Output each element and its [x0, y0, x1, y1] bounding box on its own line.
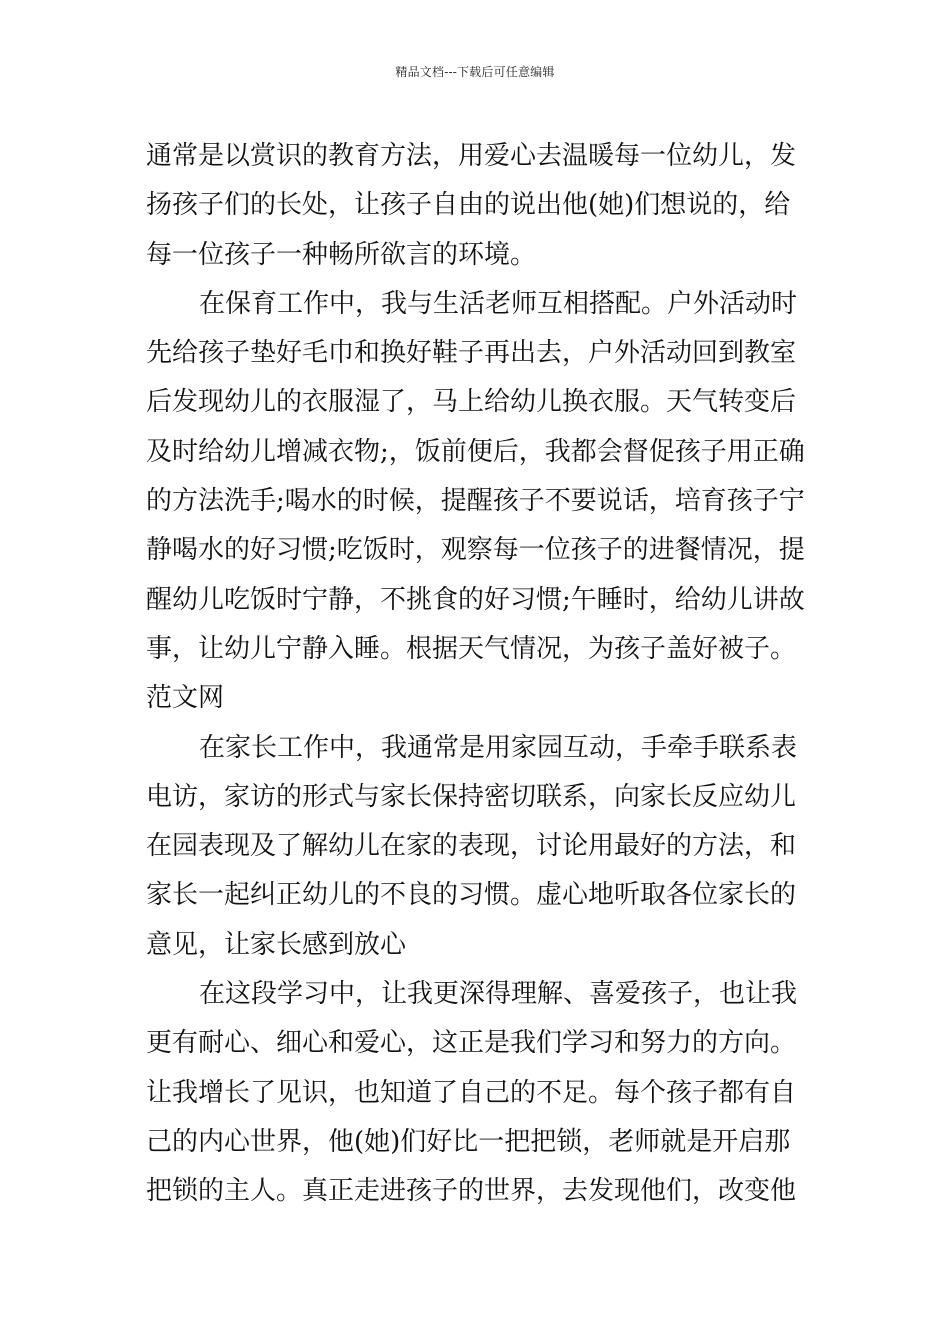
text-line: 家长一起纠正幼儿的不良的习惯。虚心地听取各位家长的 — [146, 880, 797, 911]
text-line: 在园表现及了解幼儿在家的表现，讨论用最好的方法，和 — [146, 831, 797, 862]
text-line: 让我增长了见识，也知道了自己的不足。每个孩子都有自 — [146, 1077, 797, 1108]
paragraph-first-line: 在保育工作中，我与生活老师互相搭配。户外活动时 — [199, 288, 798, 319]
text-line: 通常是以赏识的教育方法，用爱心去温暖每一位幼儿，发 — [146, 141, 797, 171]
text-line: 后发现幼儿的衣服湿了，马上给幼儿换衣服。天气转变后 — [146, 387, 797, 418]
paragraph-first-line: 在这段学习中，让我更深得理解、喜爱孩子，也让我 — [199, 979, 798, 1010]
text-line: 的方法洗手;喝水的时候，提醒孩子不要说话，培育孩子宁 — [146, 486, 805, 517]
text-line: 更有耐心、细心和爱心，这正是我们学习和努力的方向。 — [146, 1028, 797, 1059]
text-line: 及时给幼儿增减衣物;，饭前便后，我都会督促孩子用正确 — [146, 436, 805, 467]
text-line: 范文网 — [146, 683, 225, 714]
text-line: 静喝水的好习惯;吃饭时，观察每一位孩子的进餐情况，提 — [146, 535, 805, 566]
text-line: 己的内心世界，他(她)们好比一把把锁，老师就是开启那 — [146, 1126, 791, 1157]
text-line: 每一位孩子一种畅所欲言的环境。 — [146, 239, 537, 270]
text-line: 扬孩子们的长处，让孩子自由的说出他(她)们想说的，给 — [146, 190, 791, 221]
text-line: 意见，让家长感到放心 — [146, 929, 407, 960]
document-header: 精品文档---下载后可任意编辑 — [395, 65, 555, 79]
text-line: 醒幼儿吃饭时宁静，不挑食的好习惯;午睡时，给幼儿讲故 — [146, 584, 805, 615]
text-line: 电访，家访的形式与家长保持密切联系，向家长反应幼儿 — [146, 781, 797, 812]
document-body — [146, 132, 808, 1217]
text-line: 事，让幼儿宁静入睡。根据天气情况，为孩子盖好被子。 — [146, 633, 797, 664]
paragraph-first-line: 在家长工作中，我通常是用家园互动，手牵手联系表 — [199, 732, 798, 763]
text-line: 把锁的主人。真正走进孩子的世界，去发现他们，改变他 — [146, 1176, 797, 1207]
text-line: 先给孩子垫好毛巾和换好鞋子再出去，户外活动回到教室 — [146, 338, 797, 369]
